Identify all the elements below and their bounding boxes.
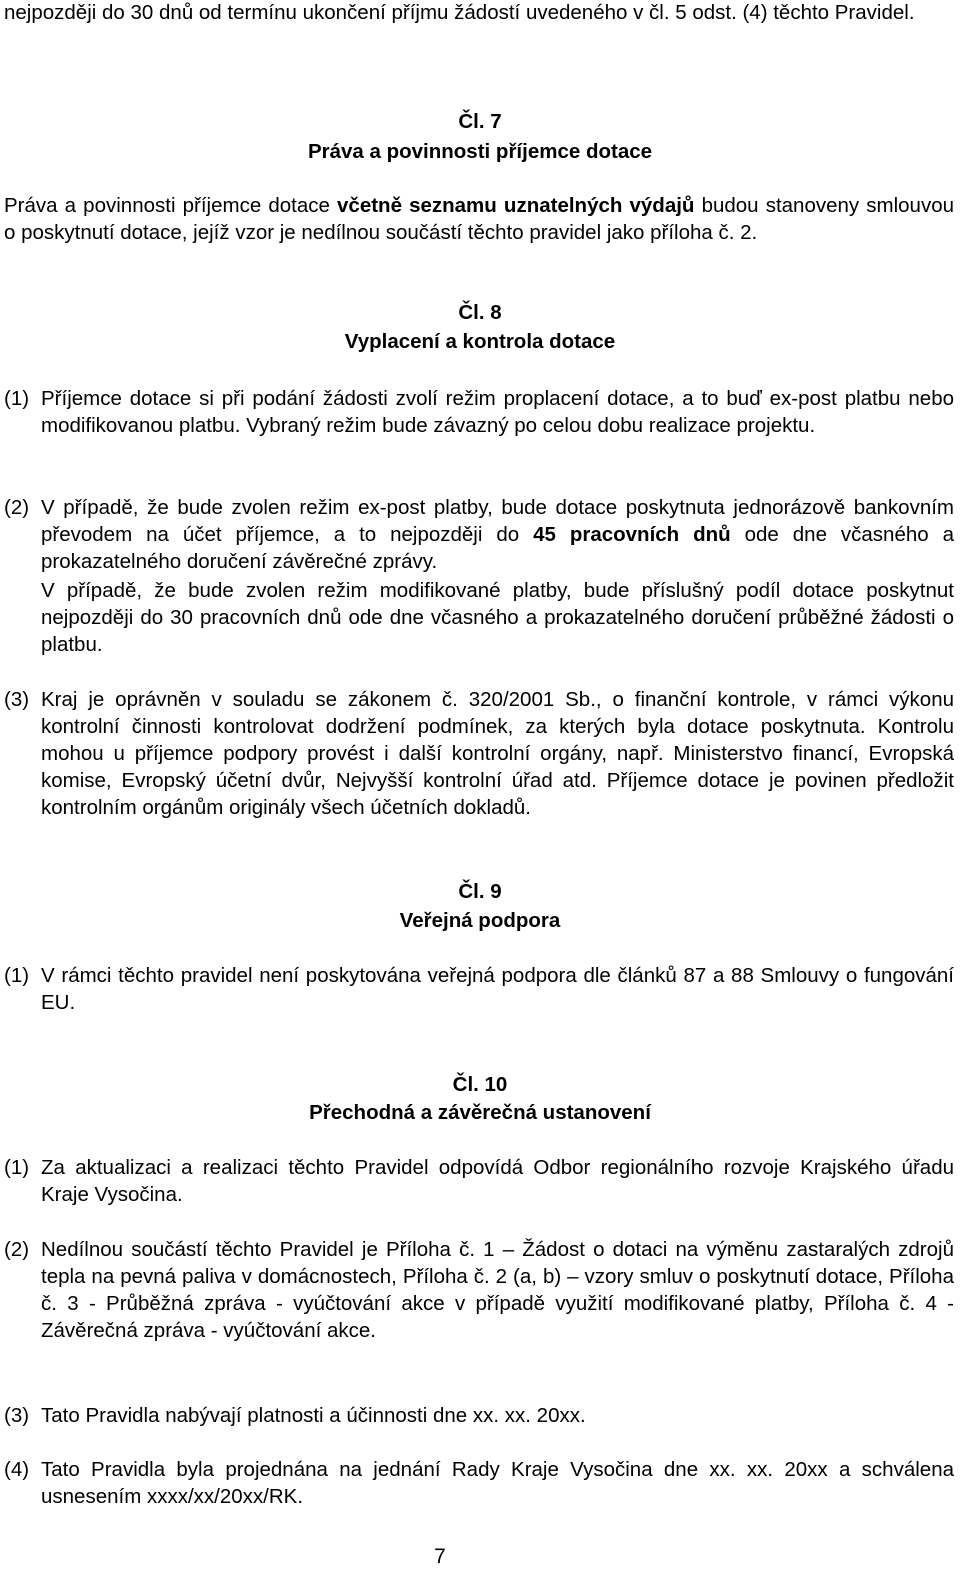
article-8-p2-continued: V případě, že bude zvolen režim modifikované platby, bude příslušný podíl dotace poskytnut nejpozději do 30 pracovních dnů ode dne včasného a prokazatelného doručení průběžné žádosti o platbu. [41,579,954,656]
article-10-title: Přechodná a závěrečná ustanovení [309,1101,651,1124]
article-10-p1: Za aktualizaci a realizaci těchto Pravidel odpovídá Odbor regionálního rozvoje Krajského úřadu Kraje Vysočina. [41,1156,954,1206]
article-7-paragraph [4,192,954,246]
article-9-title: Veřejná podpora [399,909,561,932]
article-7-title: Práva a povinnosti příjemce dotace [307,140,653,163]
article-10-p3: Tato Pravidla nabývají platnosti a účinnosti dne xx. xx. 20xx. [41,1404,586,1427]
article-8-title: Vyplacení a kontrola dotace [344,330,616,353]
article-10-number: Čl. 10 [452,1073,508,1096]
article-10-p1-number: (1) [4,1156,30,1179]
article-8-p3: Kraj je oprávněn v souladu se zákonem č. 320/2001 Sb., o finanční kontrole, v rámci výkonu kontrolní činnosti kontrolovat dodržení podmínek, za kterých byla dotace poskytnuta. Kontrolu mohou u příjemce podpory provést i další kontrolní orgány, např. Ministerstvo financí, Evropská komise, Evropský účetní dvůr, Nejvyšší kontrolní úřad atd. Příjemce dotace je povinen předložit kontrolním orgánům originály všech účetních dokladů. [41,688,954,819]
article-10-p3-number: (3) [4,1404,30,1427]
article-9-p1: V rámci těchto pravidel není poskytována veřejná podpora dle článků 87 a 88 Smlouvy o fungování EU. [41,964,954,1014]
article-8-p2-bold: 45 pracovních dnů [533,523,731,546]
article-8-p1-number: (1) [4,387,30,410]
article-10-p4: Tato Pravidla byla projednána na jednání Rady Kraje Vysočina dne xx. xx. 20xx a schválena usnesením xxxx/xx/20xx/RK. [41,1458,954,1508]
intro-paragraph: nejpozději do 30 dnů od termínu ukončení příjmu žádostí uvedeného v čl. 5 odst. (4) těchto Pravidel. [4,1,915,24]
article-7-text-bold: včetně seznamu uznatelných výdajů [337,194,695,217]
article-8-p2-number: (2) [4,496,30,519]
article-9-p1-number: (1) [4,964,30,987]
article-9-number: Čl. 9 [458,880,502,903]
article-10-p2: Nedílnou součástí těchto Pravidel je Příloha č. 1 – Žádost o dotaci na výměnu zastaralých zdrojů tepla na pevná paliva v domácnostech, Příloha č. 2 (a, b) – vzory smluv o poskytnutí dotace, Příloha č. 3 - Průběžná zpráva - vyúčtování akce v případě využití modifikované platby, Příloha č. 4 - Závěrečná zpráva - vyúčtování akce. [41,1238,954,1342]
article-7-text-pre: Práva a povinnosti příjemce dotace [4,194,338,217]
article-8-p2-pre: V případě, že bude zvolen režim ex-post platby, bude dotace poskytnuta jednorázově bankovním převodem na účet příjemce, a to nejpozději do [41,496,954,546]
article-8-p1: Příjemce dotace si při podání žádosti zvolí režim proplacení dotace, a to buď ex-post platbu nebo modifikovanou platbu. Vybraný režim bude závazný po celou dobu realizace projektu. [41,387,954,437]
article-10-p4-number: (4) [4,1458,30,1481]
article-8-p2 [41,494,954,575]
article-7-number: Čl. 7 [458,110,502,133]
article-10-p2-number: (2) [4,1238,30,1261]
article-8-p2-post: ode dne včasného a prokazatelného doručení závěrečné zprávy. [41,523,954,573]
page-number: 7 [434,1545,446,1568]
article-8-number: Čl. 8 [458,301,502,324]
article-8-p3-number: (3) [4,688,30,711]
article-7-text-post: budou stanoveny smlouvou o poskytnutí dotace, jejíž vzor je nedílnou součástí těchto pravidel jako příloha č. 2. [4,194,954,244]
